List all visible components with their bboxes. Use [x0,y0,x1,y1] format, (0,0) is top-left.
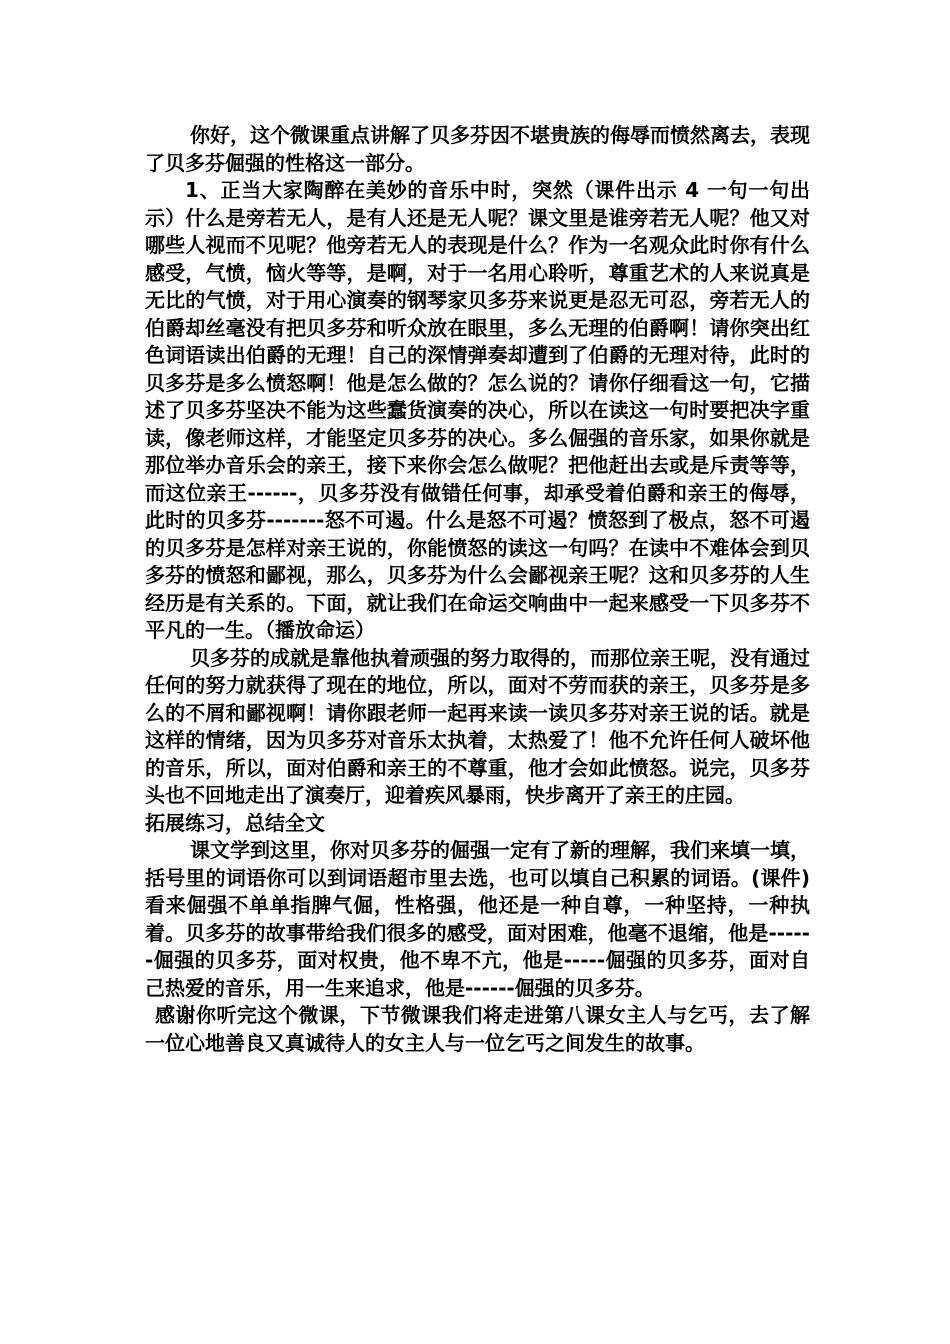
section-heading: 拓展练习，总结全文 [145,810,325,835]
intro-paragraph: 你好，这个微课重点讲解了贝多芬因不堪贵族的侮辱而愤然离去，表现了贝多芬倔强的性格这一部分。 [145,123,810,175]
document-body [145,122,810,1057]
closing-paragraph: 感谢你听完这个微课，下节微课我们将走进第八课女主人与乞丐，去了解一位心地善良又真诚待人的女主人与一位乞丐之间发生的故事。 [145,1003,810,1055]
achievement-paragraph: 贝多芬的成就是靠他执着顽强的努力取得的，而那位亲王呢，没有通过任何的努力就获得了现在的地位，所以，面对不劳而获的亲王，贝多芬是多么的不屑和鄙视啊！请你跟老师一起再来读一读贝多芬对亲王说的话。就是这样的情绪，因为贝多芬对音乐太执着，太热爱了！他不允许任何人破坏他的音乐，所以，面对伯爵和亲王的不尊重，他才会如此愤怒。说完，贝多芬头也不回地走出了演奏厅，迎着疾风暴雨，快步离开了亲王的庄园。 [145,645,810,807]
summary-paragraph: 课文学到这里，你对贝多芬的倔强一定有了新的理解，我们来填一填，括号里的词语你可以到词语超市里去选，也可以填自己积累的词语。(课件)看来倔强不单单指脾气倔，性格强，他还是一种自尊，一种坚持，一种执着。贝多芬的故事带给我们很多的感受，面对困难，他毫不退缩，他是------倔强的贝多芬，面对权贵，他不卑不亢，他是-----倔强的贝多芬，面对自己热爱的音乐，用一生来追求，他是------倔强的贝多芬。 [145,838,810,1000]
section-1-paragraph: 1、正当大家陶醉在美妙的音乐中时，突然（课件出示 4 一句一句出示）什么是旁若无人，是有人还是无人呢？课文里是谁旁若无人呢？他又对哪些人视而不见呢？他旁若无人的表现是什么？作为一名观众此时你有什么感受，气愤，恼火等等，是啊，对于一名用心聆听，尊重艺术的人来说真是无比的气愤，对于用心演奏的钢琴家贝多芬来说更是忍无可忍，旁若无人的伯爵却丝毫没有把贝多芬和听众放在眼里，多么无理的伯爵啊！请你突出红色词语读出伯爵的无理！自己的深情弹奏却遭到了伯爵的无理对待，此时的贝多芬是多么愤怒啊！他是怎么做的？怎么说的？请你仔细看这一句，它描述了贝多芬坚决不能为这些蠢货演奏的决心，所以在读这一句时要把决字重读，像老师这样，才能坚定贝多芬的决心。多么倔强的音乐家，如果你就是那位举办音乐会的亲王，接下来你会怎么做呢？把他赶出去或是斥责等等，而这位亲王------，贝多芬没有做错任何事，却承受着伯爵和亲王的侮辱，此时的贝多芬-------怒不可遏。什么是怒不可遏？愤怒到了极点，怒不可遏的贝多芬是怎样对亲王说的，你能愤怒的读这一句吗？在读中不难体会到贝多芬的愤怒和鄙视，那么，贝多芬为什么会鄙视亲王呢？这和贝多芬的人生经历是有关系的。下面，就让我们在命运交响曲中一起来感受一下贝多芬不平凡的一生。（播放命运） [145,178,810,642]
